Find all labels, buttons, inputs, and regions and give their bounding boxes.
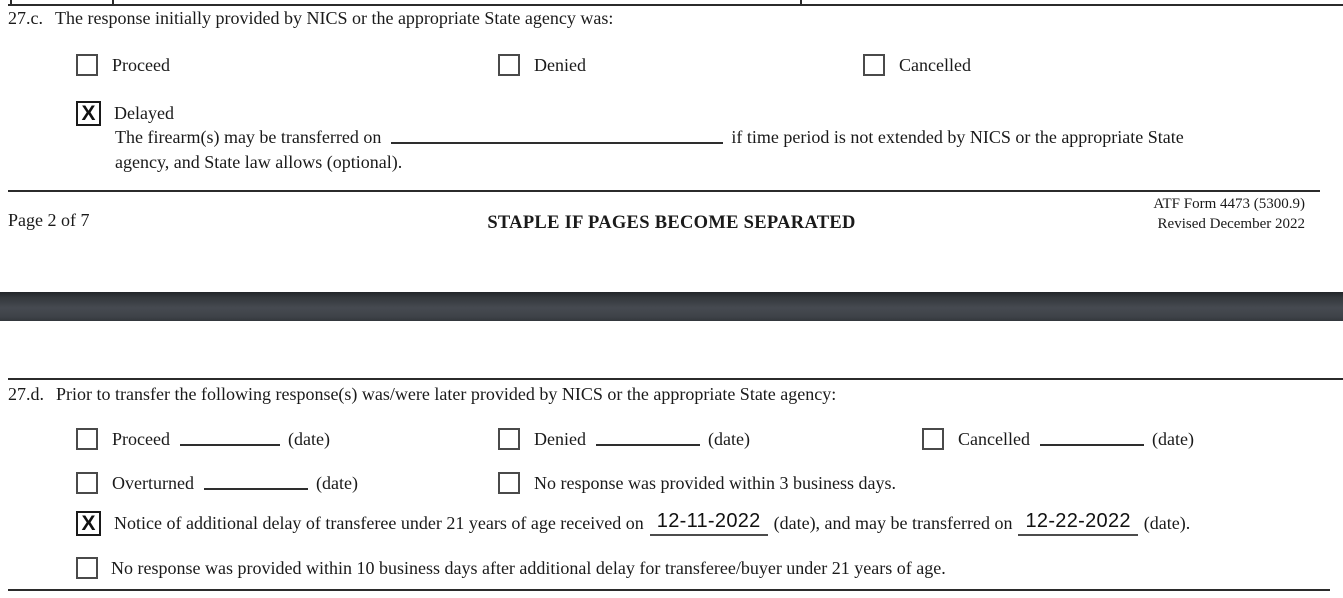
denied-27d-label: Denied xyxy=(534,428,586,449)
under21-text-between: (date), and may be transferred on xyxy=(773,512,1013,533)
transfer-date-blank[interactable] xyxy=(391,142,723,144)
no-response-3day-checkbox[interactable] xyxy=(498,472,520,494)
form-page-3-top xyxy=(0,321,1343,598)
under21-delay-checkbox[interactable]: X xyxy=(76,511,101,536)
no-response-10day-label: No response was provided within 10 business days after additional delay for transferee/buyer under 21 years of age. xyxy=(111,557,946,578)
form-revision: Revised December 2022 xyxy=(1157,216,1305,232)
denied-date-suffix: (date) xyxy=(707,428,750,449)
delayed-27c-label: Delayed xyxy=(114,103,174,123)
delayed-text-before-blank: The firearm(s) may be transferred on xyxy=(115,127,382,147)
delayed-text-after-blank: if time period is not extended by NICS or the appropriate State xyxy=(731,127,1184,147)
option-cancelled-27d xyxy=(922,428,1200,450)
delayed-detail-line2: agency, and State law allows (optional). xyxy=(115,152,403,172)
under21-received-date[interactable]: 12-11-2022 xyxy=(650,510,768,536)
delayed-27c-checkbox[interactable]: X xyxy=(76,101,101,126)
question-27c-number: 27.c. xyxy=(8,8,43,28)
proceed-27c-label: Proceed xyxy=(112,54,170,75)
option-proceed-27d xyxy=(76,428,336,450)
option-proceed-27c xyxy=(76,54,170,76)
question-27d-heading xyxy=(8,384,836,405)
proceed-27d-checkbox[interactable] xyxy=(76,428,98,450)
no-response-3day-label: No response was provided within 3 business days. xyxy=(534,472,896,493)
cancelled-date-suffix: (date) xyxy=(1151,428,1194,449)
option-denied-27d xyxy=(498,428,756,450)
option-no-response-10day xyxy=(76,557,946,579)
option-no-response-3day xyxy=(498,472,896,494)
proceed-27c-checkbox[interactable] xyxy=(76,54,98,76)
page-separator-bar xyxy=(0,292,1343,321)
form-page-2-bottom xyxy=(0,0,1343,292)
overturned-checkbox[interactable] xyxy=(76,472,98,494)
under21-text-before-date1: Notice of additional delay of transferee under 21 years of age received on xyxy=(114,512,644,533)
proceed-date-blank[interactable] xyxy=(180,444,280,446)
form-identifier xyxy=(1153,194,1305,234)
footer-divider xyxy=(8,190,1320,192)
under21-text-after: (date). xyxy=(1143,512,1191,533)
cancelled-27c-label: Cancelled xyxy=(899,54,971,75)
cancelled-27c-checkbox[interactable] xyxy=(863,54,885,76)
staple-notice: STAPLE IF PAGES BECOME SEPARATED xyxy=(487,213,856,233)
overturned-date-blank[interactable] xyxy=(204,488,308,490)
no-response-10day-checkbox[interactable] xyxy=(76,557,98,579)
cancelled-27d-label: Cancelled xyxy=(958,428,1030,449)
delayed-detail-line1 xyxy=(115,127,1184,148)
question-27d-number: 27.d. xyxy=(8,384,44,404)
under21-transfer-date[interactable]: 12-22-2022 xyxy=(1018,510,1137,536)
proceed-date-suffix: (date) xyxy=(287,428,330,449)
overturned-label: Overturned xyxy=(112,472,194,493)
denied-date-blank[interactable] xyxy=(596,444,700,446)
proceed-27d-label: Proceed xyxy=(112,428,170,449)
denied-27c-label: Denied xyxy=(534,54,586,75)
question-27c-title: The response initially provided by NICS or the appropriate State agency was: xyxy=(55,8,614,28)
cancelled-27d-checkbox[interactable] xyxy=(922,428,944,450)
form-id: ATF Form 4473 (5300.9) xyxy=(1153,196,1305,212)
denied-27c-checkbox[interactable] xyxy=(498,54,520,76)
page-number: Page 2 of 7 xyxy=(8,210,90,230)
denied-27d-checkbox[interactable] xyxy=(498,428,520,450)
option-under21-delay xyxy=(76,510,1190,536)
option-cancelled-27c xyxy=(863,54,971,76)
option-delayed-27c xyxy=(76,101,174,126)
option-overturned-27d xyxy=(76,472,364,494)
table-bottom-border xyxy=(8,4,1343,6)
question-27c-heading xyxy=(8,8,613,29)
question-27d-title: Prior to transfer the following response(s) was/were later provided by NICS or the appropriate State agency: xyxy=(56,384,837,404)
cancelled-date-blank[interactable] xyxy=(1040,444,1144,446)
section-bottom-border xyxy=(8,589,1330,591)
option-denied-27c xyxy=(498,54,586,76)
overturned-date-suffix: (date) xyxy=(315,472,358,493)
section-top-border xyxy=(8,378,1343,380)
